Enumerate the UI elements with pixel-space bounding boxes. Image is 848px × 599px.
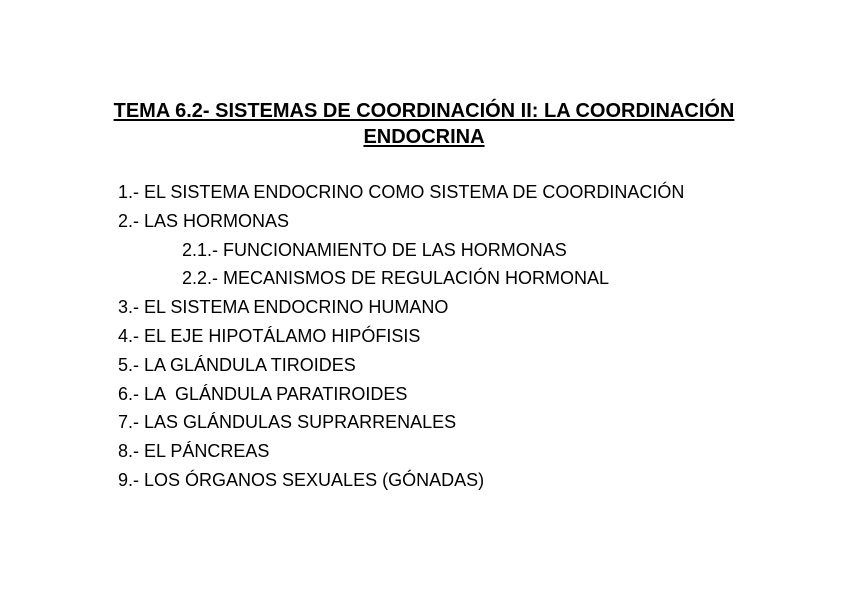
toc-item-3: 3.- EL SISTEMA ENDOCRINO HUMANO: [118, 297, 449, 318]
toc-item-1: 1.- EL SISTEMA ENDOCRINO COMO SISTEMA DE COORDINACIÓN: [118, 182, 685, 202]
toc-item-7: 7.- LAS GLÁNDULAS SUPRARRENALES: [118, 412, 457, 433]
toc-item-2-2: 2.2.- MECANISMOS DE REGULACIÓN HORMONAL: [182, 268, 610, 289]
title-line-1: TEMA 6.2- SISTEMAS DE COORDINACIÓN II: LA COORDINACIÓN: [113, 100, 735, 122]
toc-item-2-1: 2.1.- FUNCIONAMIENTO DE LAS HORMONAS: [182, 239, 567, 260]
toc-item-5: 5.- LA GLÁNDULA TIROIDES: [118, 354, 356, 375]
toc-item-6: 6.- LA GLÁNDULA PARATIROIDES: [118, 383, 408, 404]
title-line-2: ENDOCRINA: [363, 126, 485, 148]
document-title: [0, 98, 848, 150]
table-of-contents: [0, 178, 848, 495]
toc-item-4: 4.- EL EJE HIPOTÁLAMO HIPÓFISIS: [118, 325, 421, 346]
toc-item-8: 8.- EL PÁNCREAS: [118, 441, 270, 462]
toc-item-2: 2.- LAS HORMONAS: [118, 210, 290, 231]
toc-item-9: 9.- LOS ÓRGANOS SEXUALES (GÓNADAS): [118, 469, 485, 490]
